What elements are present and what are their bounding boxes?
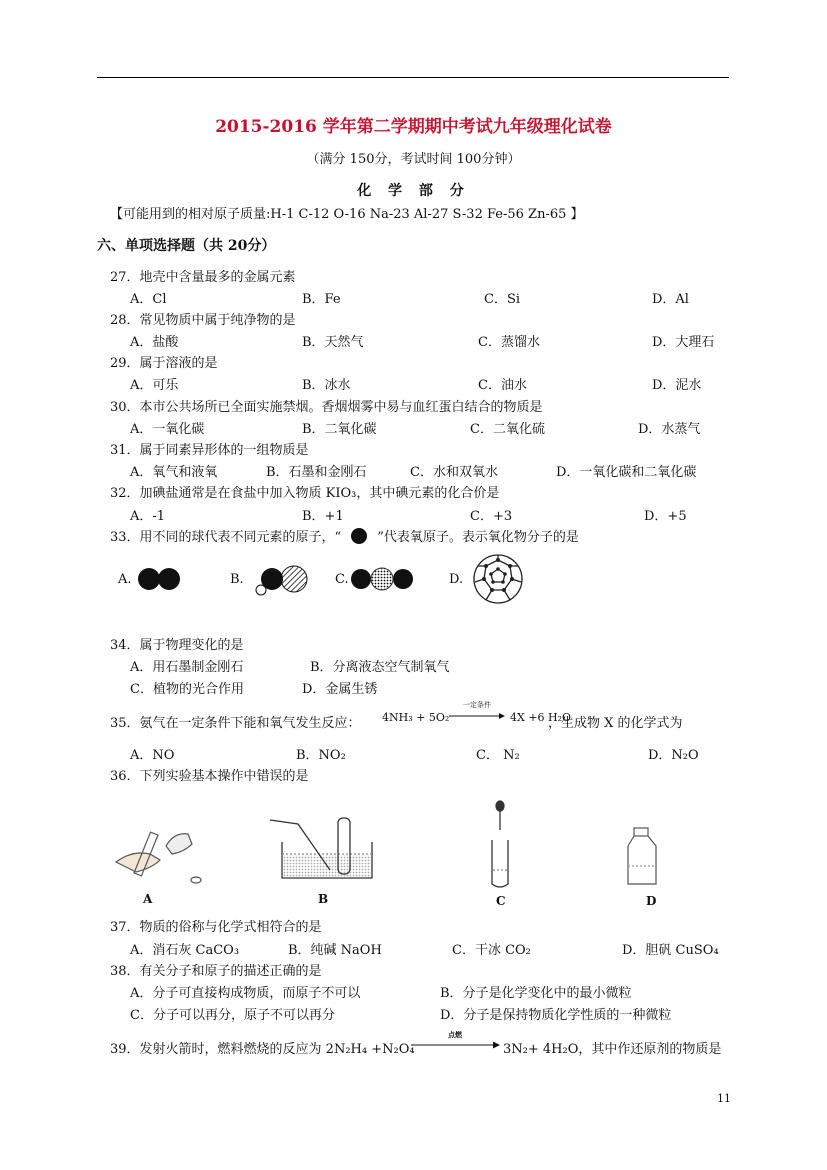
figure-36b-label: B [318, 892, 329, 906]
option-27d: D．Al [652, 292, 689, 307]
equation-39-condition: 点燃 [448, 1030, 462, 1039]
fullerene-c60-icon [470, 552, 526, 606]
option-34d: D．金属生锈 [302, 682, 378, 697]
figure-36c-label: C [496, 894, 506, 908]
molecule-c-icon [350, 564, 414, 594]
option-31b: B．石墨和金刚石 [266, 465, 367, 480]
option-32d: D．+5 [644, 509, 687, 524]
question-stem-28: 28．常见物质中属于纯净物的是 [110, 313, 296, 328]
option-37b: B．纯碱 NaOH [288, 943, 382, 958]
section-title: 化 学 部 分 [357, 183, 470, 199]
figure-36d-label: D [646, 894, 657, 908]
header-rule [97, 77, 729, 78]
oxygen-atom-icon [347, 527, 371, 545]
option-29c: C．油水 [478, 378, 527, 393]
equation-35-right: 4X +6 H₂O [510, 711, 572, 724]
option-38c: C．分子可以再分，原子不可以再分 [130, 1008, 335, 1023]
question-stem-30: 30．本市公共场所已全面实施禁烟。香烟烟雾中易与血红蛋白结合的物质是 [110, 400, 543, 415]
experiment-dropper-icon [482, 800, 518, 890]
option-28b: B．天然气 [302, 335, 364, 350]
question-stem-37: 37．物质的俗称与化学式相符合的是 [110, 920, 322, 935]
option-30c: C．二氧化硫 [470, 422, 545, 437]
question-stem-32: 32．加碘盐通常是在食盐中加入物质 KIO₃，其中碘元素的化合价是 [110, 486, 500, 501]
option-33b-label: B. [230, 572, 244, 587]
exam-subtitle: （满分 150分，考试时间 100分钟） [306, 152, 521, 167]
option-27c: C．Si [484, 292, 521, 307]
option-38a: A．分子可直接构成物质，而原子不可以 [130, 986, 361, 1001]
experiment-gas-collection-icon [268, 814, 378, 882]
figure-36a-label: A [143, 892, 153, 906]
question-stem-29: 29．属于溶液的是 [110, 356, 218, 371]
page-number: 11 [717, 1092, 731, 1105]
reaction-arrow-icon [448, 712, 506, 720]
experiment-reagent-bottle-icon [620, 826, 664, 888]
option-32b: B．+1 [302, 509, 344, 524]
option-34c: C．植物的光合作用 [130, 682, 244, 697]
question-stem-34: 34．属于物理变化的是 [110, 638, 244, 653]
equation-35-condition: 一定条件 [463, 701, 491, 709]
option-38d: D．分子是保持物质化学性质的一种微粒 [440, 1008, 672, 1023]
option-35a: A．NO [130, 748, 175, 763]
option-27b: B．Fe [302, 292, 341, 307]
option-31c: C．水和双氧水 [410, 465, 498, 480]
option-38b: B．分子是化学变化中的最小微粒 [440, 986, 632, 1001]
question-stem-39-part2: 3N₂+ 4H₂O，其中作还原剂的物质是 [503, 1042, 722, 1057]
option-30a: A．一氧化碳 [130, 422, 205, 437]
question-stem-35-part2: ，生成物 X 的化学式为 [548, 716, 683, 731]
molecule-b-icon [252, 562, 310, 598]
option-30b: B．二氧化碳 [302, 422, 377, 437]
atomic-mass-note: 【可能用到的相对原子质量:H-1 C-12 O-16 Na-23 Al-27 S-32 Fe-56 Zn-65 】 [110, 207, 584, 222]
option-27a: A．Cl [130, 292, 167, 307]
option-29a: A．可乐 [130, 378, 179, 393]
option-28c: C．蒸馏水 [478, 335, 540, 350]
option-35d: D．N₂O [648, 748, 699, 763]
question-stem-36: 36．下列实验基本操作中错误的是 [110, 769, 309, 784]
option-33a-label: A. [118, 572, 132, 587]
molecule-a-icon [136, 564, 182, 594]
part-heading: 六、单项选择题（共 20分） [97, 238, 276, 254]
option-30d: D．水蒸气 [638, 422, 701, 437]
option-29b: B．冰水 [302, 378, 351, 393]
option-28a: A．盐酸 [130, 335, 179, 350]
option-35b: B．NO₂ [296, 748, 346, 763]
experiment-pouring-liquid-icon [112, 822, 212, 886]
option-35c: C． N₂ [476, 748, 520, 763]
option-32c: C．+3 [470, 509, 513, 524]
option-33c-label: C. [335, 572, 349, 587]
question-stem-33 [110, 526, 579, 545]
equation-35-left: 4NH₃ + 5O₂ [382, 711, 450, 724]
option-37a: A．消石灰 CaCO₃ [130, 943, 240, 958]
question-stem-38: 38．有关分子和原子的描述正确的是 [110, 964, 322, 979]
option-37c: C．干冰 CO₂ [452, 943, 531, 958]
exam-title: 2015-2016 学年第二学期期中考试九年级理化试卷 [215, 117, 612, 137]
option-32a: A．-1 [130, 509, 166, 524]
reaction-arrow-icon [410, 1041, 502, 1049]
option-31a: A．氧气和液氧 [130, 465, 218, 480]
question-stem-31: 31．属于同素异形体的一组物质是 [110, 443, 309, 458]
option-28d: D．大理石 [652, 335, 715, 350]
question-stem-39: 39．发射火箭时，燃料燃烧的反应为 2N₂H₄ +N₂O₄ [110, 1042, 415, 1057]
question-stem-33-part2: ”代表氧原子。表示氧化物分子的是 [377, 530, 579, 545]
option-33d-label: D. [449, 572, 464, 587]
question-stem-35: 35．氨气在一定条件下能和氧气发生反应： [110, 716, 361, 731]
question-stem-33-part1: 33．用不同的球代表不同元素的原子，“ [110, 530, 342, 545]
question-stem-27: 27．地壳中含量最多的金属元素 [110, 270, 296, 285]
option-34a: A．用石墨制金刚石 [130, 660, 244, 675]
option-34b: B．分离液态空气制氧气 [310, 660, 450, 675]
option-37d: D．胆矾 CuSO₄ [622, 943, 719, 958]
option-31d: D．一氧化碳和二氧化碳 [556, 465, 697, 480]
option-29d: D．泥水 [652, 378, 702, 393]
